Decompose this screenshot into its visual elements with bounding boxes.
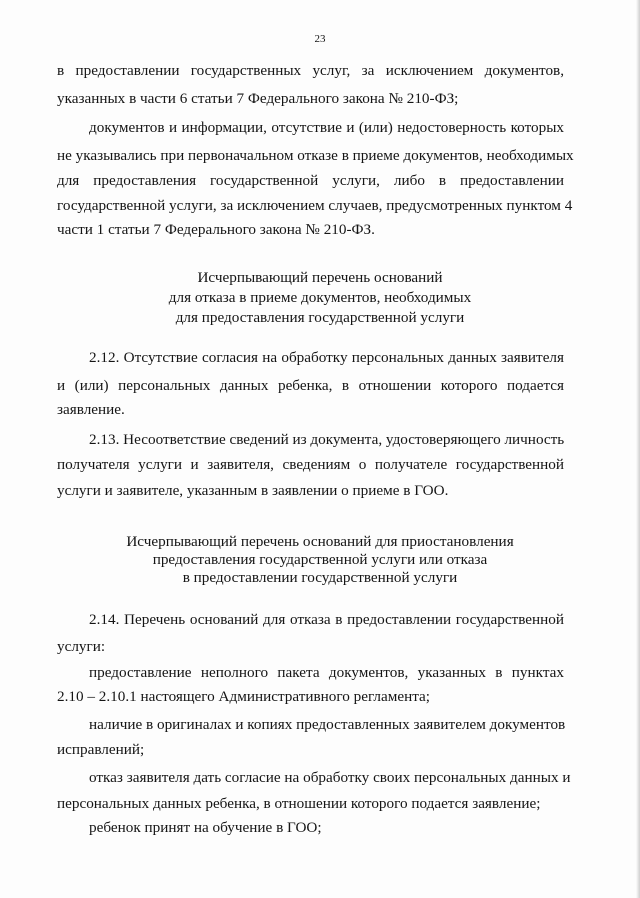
list-item-line: персональных данных ребенка, в отношении которого подается заявление; (57, 795, 541, 812)
list-item-line: ребенок принят на обучение в ГОО; (89, 819, 322, 836)
list-item-line: отказ заявителя дать согласие на обработку своих персональных данных и (89, 769, 571, 786)
list-item-line: наличие в оригиналах и копиях предоставленных заявителем документов (89, 716, 566, 733)
list-item-line: исправлений; (57, 741, 145, 758)
paragraph-2-12-line: и (или) персональных данных ребенка, в отношении которого подается (57, 377, 564, 394)
section-heading-line: в предоставлении государственной услуги (182, 569, 458, 586)
paragraph-2-12-line: 2.12. Отсутствие согласия на обработку персональных данных заявителя (89, 349, 564, 366)
text-line: документов и информации, отсутствие и (или) недостоверность которых (89, 119, 564, 136)
paragraph-2-13-line: 2.13. Несоответствие сведений из документа, удостоверяющего личность (89, 431, 565, 448)
section-heading-line: предоставления государственной услуги или отказа (152, 551, 488, 568)
section-heading-line: для предоставления государственной услуги (175, 309, 465, 326)
paragraph-2-13-line: получателя услуги и заявителя, сведениям о получателе государственной (57, 456, 564, 473)
paragraph-2-14-line: услуги: (57, 638, 106, 655)
text-line: не указывались при первоначальном отказе в приеме документов, необходимых (57, 147, 574, 164)
list-item-line: предоставление неполного пакета документов, указанных в пунктах (89, 664, 564, 681)
text-line: части 1 статьи 7 Федерального закона № 210-ФЗ. (57, 221, 375, 238)
text-line: государственной услуги, за исключением случаев, предусмотренных пунктом 4 (57, 197, 573, 214)
section-heading-line: Исчерпывающий перечень оснований (197, 269, 443, 286)
text-line: в предоставлении государственных услуг, за исключением документов, (57, 62, 564, 79)
paragraph-2-14-line: 2.14. Перечень оснований для отказа в предоставлении государственной (89, 611, 564, 628)
section-heading-line: Исчерпывающий перечень оснований для приостановления (126, 533, 514, 550)
paragraph-2-13-line: услуги и заявителе, указанным в заявлении о приеме в ГОО. (57, 482, 449, 499)
section-heading-line: для отказа в приеме документов, необходимых (168, 289, 472, 306)
list-item-line: 2.10 – 2.10.1 настоящего Административного регламента; (57, 688, 431, 705)
paragraph-2-12-line: заявление. (57, 401, 125, 418)
text-line: для предоставления государственной услуги, либо в предоставлении (57, 172, 564, 189)
page-number: 23 (314, 33, 326, 45)
text-line: указанных в части 6 статьи 7 Федерального закона № 210-ФЗ; (57, 90, 459, 107)
page-edge-shadow (636, 0, 640, 898)
